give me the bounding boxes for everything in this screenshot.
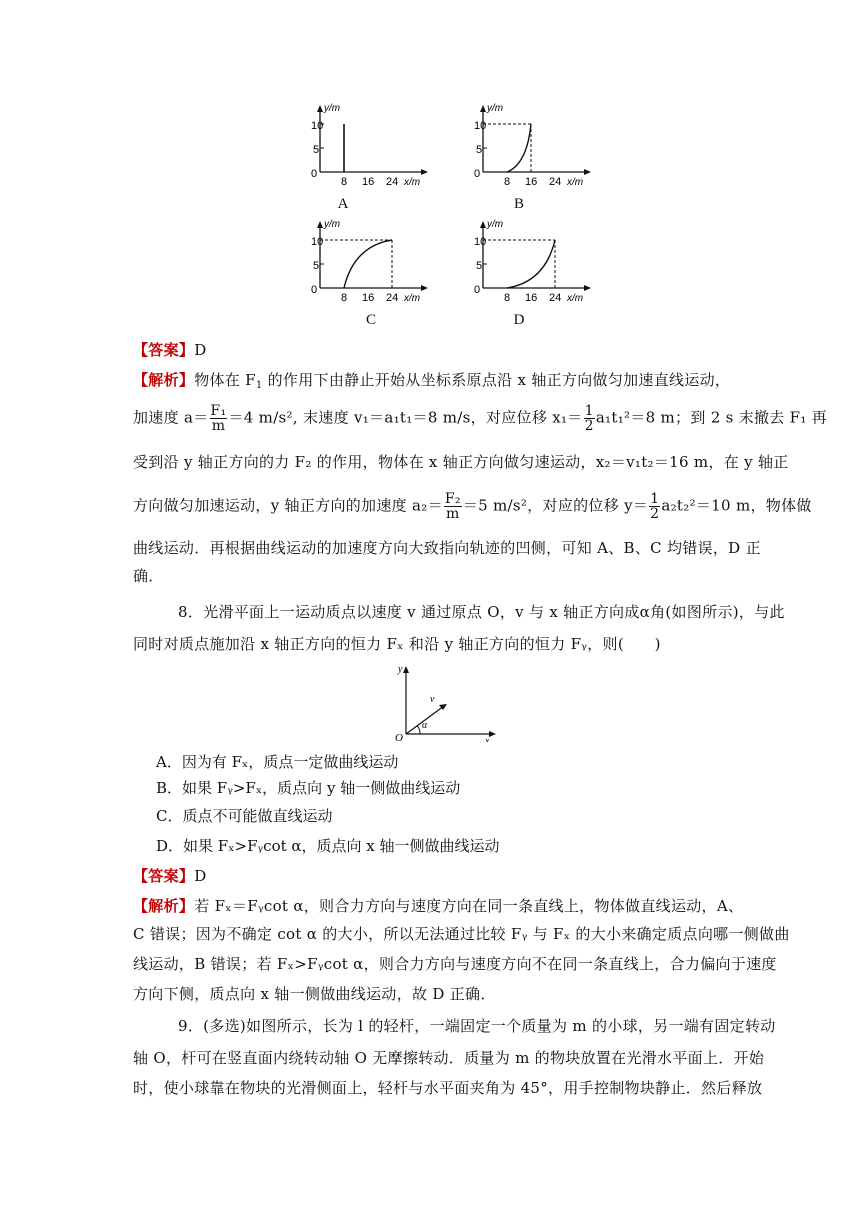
y-tick-0: 0 [311,284,318,296]
fraction [444,492,462,521]
y-axis-label: y/m [324,103,341,114]
y-tick-5: 5 [476,144,483,156]
fraction [210,404,228,433]
x-tick-16: 16 [525,176,538,188]
text: 加速度 a [133,408,194,427]
frac-den: 2 [584,418,594,434]
fig-alpha-label: α [422,720,428,731]
q8-option-a: A．因为有 Fₓ，质点一定做曲线运动 [156,753,399,771]
y-tick-10: 10 [474,236,487,248]
q7-analysis-line-3: 受到沿 y 轴正方向的力 F₂ 的作用，物体在 x 轴正方向做匀速运动，x₂＝v₁t₂＝16 m，在 y 轴正 [133,453,789,471]
q8-analysis-line-4: 方向下侧，质点向 x 轴一侧做曲线运动，故 D 正确． [133,985,496,1003]
x-axis-label: x/m [404,293,421,304]
x-tick-8: 8 [341,292,348,304]
y-tick-5: 5 [313,260,320,272]
q8-figure [392,660,502,746]
q8-stem-line-2: 同时对质点施加沿 x 轴正方向的恒力 Fₓ 和沿 y 轴正方向的恒力 Fᵧ，则( ) [133,635,661,653]
text: a₂t₂²＝10 m，物体做 [661,496,812,515]
caption-a: A [337,196,349,212]
y-tick-0: 0 [474,284,481,296]
answer-tag: 【答案】 [133,341,195,359]
y-axis-label: y/m [324,219,341,230]
x-tick-8: 8 [504,176,511,188]
frac-den: 2 [650,506,660,522]
text: a₁t₁²＝8 m；到 2 s 末撤去 F₁ 再 [595,408,828,427]
text: 若 Fₓ＝Fᵧcot α，则合力方向与速度方向在同一条直线上，物体做直线运动，A、 [194,897,744,915]
answer-tag: 【答案】 [133,867,195,885]
fraction [584,404,595,433]
x-tick-16: 16 [362,292,375,304]
q9-stem-line-3: 时，使小球靠在物块的光滑侧面上，轻杆与水平面夹角为 45°，用手控制物块静止．然后释放 [133,1079,763,1097]
y-tick-10: 10 [311,236,324,248]
graph-d [463,216,603,315]
q7-analysis-line-4 [133,492,812,521]
q8-stem-line-1: 8．光滑平面上一运动质点以速度 v 通过原点 O，v 与 x 轴正方向成α角(如图所示)，与此 [178,603,785,621]
y-tick-0: 0 [474,168,481,180]
frac-num: F₂ [444,491,461,507]
y-tick-5: 5 [313,144,320,156]
frac-num: 1 [650,491,660,507]
x-tick-8: 8 [504,292,511,304]
graph-b [463,100,603,199]
q9-stem-line-1: 9．(多选)如图所示，长为 l 的轻杆，一端固定一个质量为 m 的小球，另一端有固定转动 [178,1017,776,1035]
fraction [649,492,660,521]
x-axis-label: x/m [567,177,584,188]
answer-value: D [194,867,207,885]
q8-analysis-line-3: 线运动，B 错误；若 Fₓ>Fᵧcot α，则合力方向与速度方向不在同一条直线上，合力偏向于速度 [133,955,777,973]
y-tick-10: 10 [311,120,324,132]
x-tick-16: 16 [362,176,375,188]
fig-origin-label: O [395,732,403,742]
q7-analysis-line-6: 确． [133,567,164,585]
x-tick-24: 24 [549,292,562,304]
text: 的作用下由静止开始从坐标系原点沿 x 轴正方向做匀加速直线运动， [262,371,731,389]
frac-num: F₁ [210,403,227,419]
fig-x-label: x [485,736,490,742]
x-tick-24: 24 [386,176,399,188]
y-axis-label: y/m [487,103,504,114]
y-tick-0: 0 [311,168,318,180]
x-axis-label: x/m [404,177,421,188]
fig-y-label: y [398,664,403,675]
q8-option-b: B．如果 Fᵧ>Fₓ，质点向 y 轴一侧做曲线运动 [156,779,461,797]
q7-answer [133,340,207,360]
q7-analysis-line-1 [133,370,730,390]
x-tick-8: 8 [341,176,348,188]
y-tick-10: 10 [474,120,487,132]
q8-option-c: C．质点不可能做直线运动 [156,807,333,825]
frac-den: m [446,506,460,522]
x-tick-16: 16 [525,292,538,304]
q8-analysis-line-2: C 错误；因为不确定 cot α 的大小，所以无法通过比较 Fᵧ 与 Fₓ 的大小来确定质点向哪一侧做曲 [133,925,790,943]
q7-analysis-line-5: 曲线运动．再根据曲线运动的加速度方向大致指向轨迹的凹侧，可知 A、B、C 均错误，D 正 [133,539,761,557]
y-tick-5: 5 [476,260,483,272]
subscript: 1 [255,380,263,391]
text: 方向做匀加速运动，y 轴正方向的加速度 a₂＝ [133,496,443,515]
x-tick-24: 24 [549,176,562,188]
q8-option-d: D．如果 Fₓ>Fᵧcot α，质点向 x 轴一侧做曲线运动 [156,837,500,855]
q9-stem-line-2: 轴 O，杆可在竖直面内绕转动轴 O 无摩擦转动．质量为 m 的物块放置在光滑水平面上．开始 [133,1049,765,1067]
caption-b: B [513,196,524,212]
x-tick-24: 24 [386,292,399,304]
caption-d: D [513,312,525,328]
frac-num: 1 [584,403,594,419]
analysis-tag: 【解析】 [133,897,195,915]
y-axis-label: y/m [487,219,504,230]
fig-v-label: v [430,694,435,705]
x-axis-label: x/m [567,293,584,304]
q8-answer [133,866,207,886]
q7-analysis-line-2 [133,404,827,433]
answer-value: D [194,341,207,359]
text: ＝4 m/s², 末速度 v₁＝a₁t₁＝8 m/s，对应位移 x₁＝ [228,408,583,427]
analysis-tag: 【解析】 [133,371,195,389]
q8-analysis-line-1 [133,896,743,916]
text: ＝ [193,408,209,427]
frac-den: m [211,418,226,434]
text: ＝5 m/s²，对应的位移 y＝ [462,496,649,515]
graph-a [300,100,440,199]
graph-c [300,216,440,315]
caption-c: C [365,312,376,328]
text: 物体在 F [194,371,256,389]
